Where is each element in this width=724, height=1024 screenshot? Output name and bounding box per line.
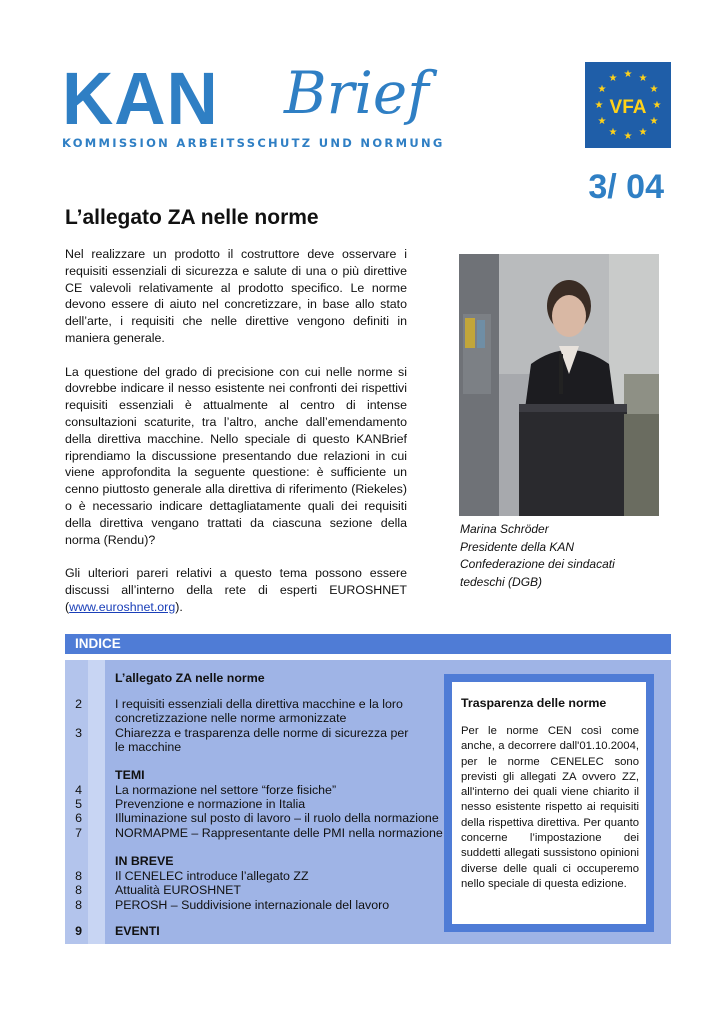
- svg-text:★: ★: [608, 73, 618, 84]
- photo-caption: [460, 521, 660, 591]
- index-entry: I requisiti essenziali della direttiva macchine e la loro: [115, 697, 403, 711]
- article-paragraph: La questione del grado di precisione con cui nelle norme si dovrebbe indicare il nesso esistente nei confronti dei rispettivi requisiti essenziali è attualmente al centro di intense consultazioni scaturite, tra l’altro, anche dall’emendamento della direttiva macchine. Nello speciale di questo KANBrief riprendiamo la discussione presentando due relazioni in cui viene approfondita la seguente questione: è sufficiente un cenno piuttosto generale alla direttiva di riferimento (Riekeles) o è necessario indicare dettagliatamente quali dei requisiti della direttiva vengano trattati da ciascuna sezione della norma (Rendu)?: [65, 364, 407, 547]
- index-entry: Illuminazione sul posto di lavoro – il ruolo della normazione: [115, 811, 439, 825]
- logo-kan-text: KAN: [62, 57, 219, 140]
- speaker-photo: [459, 254, 659, 516]
- index-page-number: 6: [75, 811, 82, 825]
- caption-name: Marina Schröder: [460, 522, 549, 536]
- kanbrief-logo: [62, 57, 462, 152]
- index-entry: NORMAPME – Rappresentante delle PMI nella normazione: [115, 826, 443, 840]
- svg-text:★: ★: [623, 131, 633, 142]
- index-section-heading: IN BREVE: [115, 854, 174, 868]
- index-section-heading: EVENTI: [115, 924, 160, 938]
- caption-role: Presidente della KAN: [460, 539, 575, 554]
- logo-brief-text: Brief: [284, 59, 429, 127]
- eu-stars-icon: [585, 62, 671, 148]
- index-section-heading: TEMI: [115, 768, 145, 782]
- article-body: [65, 246, 407, 632]
- svg-text:★: ★: [597, 116, 607, 127]
- index-entry: Chiarezza e trasparenza delle norme di sicurezza per: [115, 726, 409, 740]
- svg-text:★: ★: [594, 100, 604, 111]
- vfa-badge-text: VFA: [609, 97, 647, 118]
- index-page-number: 8: [75, 898, 82, 912]
- index-page-number: 5: [75, 797, 82, 811]
- index-page-number: 8: [75, 869, 82, 883]
- paragraph-text: Gli ulteriori pareri relativi a questo tema possono essere discussi all’interno della rete di esperti EUROSHNET (: [65, 566, 407, 614]
- issue-number: 3/ 04: [588, 168, 664, 206]
- article-title: L’allegato ZA nelle norme: [65, 206, 319, 229]
- index-entry: concretizzazione nelle norme armonizzate: [115, 711, 347, 725]
- index-page-number: 7: [75, 826, 82, 840]
- svg-text:★: ★: [623, 69, 633, 80]
- svg-text:★: ★: [608, 127, 618, 138]
- index-entry: La normazione nel settore “forze fisiche”: [115, 783, 337, 797]
- article-paragraph: [65, 565, 407, 615]
- vfa-badge: [585, 62, 671, 148]
- index-entry: Prevenzione e normazione in Italia: [115, 797, 306, 811]
- index-heading: INDICE: [65, 634, 671, 654]
- index-page-number: 4: [75, 783, 82, 797]
- svg-text:★: ★: [638, 73, 648, 84]
- article-paragraph: Nel realizzare un prodotto il costruttore deve osservare i requisiti essenziali di sicurezza e salute di una o più direttive CE valevoli relativamente al prodotto specifico. Le norme devono essere di aiuto nel concretizzare, in base allo stato dell’arte, i requisiti che nelle direttive vengono definiti in maniera generale.: [65, 247, 407, 345]
- euroshnet-link[interactable]: www.euroshnet.org: [69, 599, 176, 614]
- index-page-number: 9: [75, 924, 82, 938]
- index-page-number: 2: [75, 697, 82, 711]
- logo-subtitle: KOMMISSION ARBEITSSCHUTZ UND NORMUNG: [62, 136, 445, 150]
- index-entry: Il CENELEC introduce l’allegato ZZ: [115, 869, 309, 883]
- index-gutter: [88, 660, 105, 944]
- caption-org: Confederazione dei sindacati tedeschi (DGB): [460, 557, 615, 589]
- svg-text:★: ★: [649, 84, 659, 95]
- svg-text:★: ★: [649, 116, 659, 127]
- sidebar-title: Trasparenza delle norme: [461, 696, 607, 710]
- paragraph-text: ).: [175, 599, 183, 614]
- svg-text:★: ★: [638, 127, 648, 138]
- index-entry: PEROSH – Suddivisione internazionale del lavoro: [115, 898, 390, 912]
- sidebar-text: Per le norme CEN così come anche, a decorrere dall'01.10.2004, per le norme CENELEC sono previsti gli allegati ZA ovvero ZZ, all'interno dei quali viene chiarito il nesso esistente rispetto ai requisiti della rispettiva direttiva. Per quanto concerne l’impostazione dei suddetti allegati sussistono opinioni diverse delle quali ci occuperemo nello speciale di questa edizione.: [461, 725, 639, 890]
- index-page-number: 8: [75, 883, 82, 897]
- svg-text:★: ★: [652, 100, 662, 111]
- svg-text:★: ★: [597, 84, 607, 95]
- speaker-photo-image: [459, 254, 659, 516]
- index-section-heading: L’allegato ZA nelle norme: [115, 671, 265, 685]
- index-entry: Attualità EUROSHNET: [115, 883, 242, 897]
- index-page-number: 3: [75, 726, 82, 740]
- index-entry: le macchine: [115, 740, 182, 754]
